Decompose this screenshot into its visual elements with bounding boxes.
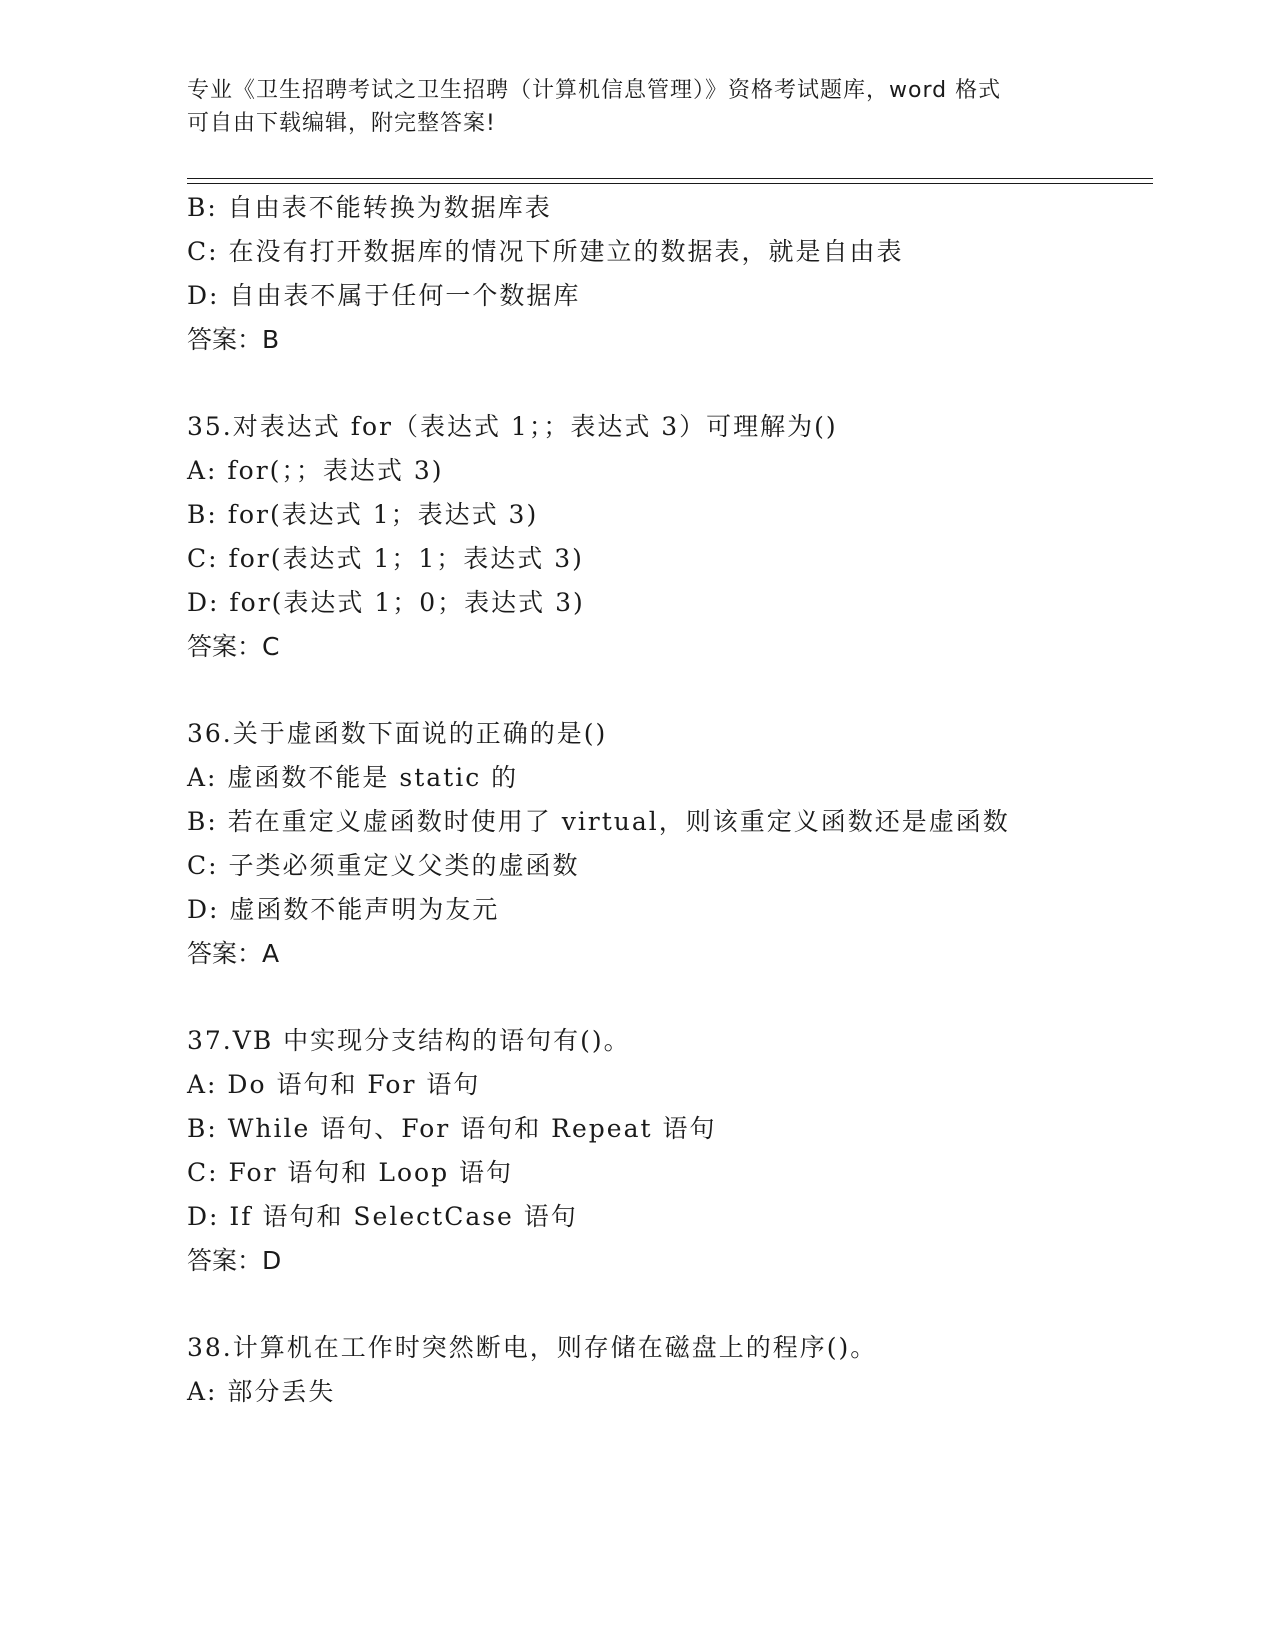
header-rule-bottom xyxy=(187,183,1153,184)
q37-answer: 答案：D xyxy=(187,1246,282,1275)
q36-option-c: C: 子类必须重定义父类的虚函数 xyxy=(187,851,580,880)
q38-question: 38.计算机在工作时突然断电，则存储在磁盘上的程序()。 xyxy=(187,1333,878,1362)
q36-question: 36.关于虚函数下面说的正确的是() xyxy=(187,719,608,748)
q35-option-d: D: for(表达式 1；0；表达式 3) xyxy=(187,588,585,617)
q34-answer: 答案：B xyxy=(187,325,280,354)
q36-option-d: D: 虚函数不能声明为友元 xyxy=(187,895,500,924)
q36-answer: 答案：A xyxy=(187,939,280,968)
q37-option-b: B: While 语句、For 语句和 Repeat 语句 xyxy=(187,1114,717,1143)
document-header xyxy=(187,74,1087,140)
header-line-1: 专业《卫生招聘考试之卫生招聘（计算机信息管理）》资格考试题库，word 格式 xyxy=(187,78,1002,103)
q35-question: 35.对表达式 for（表达式 1；；表达式 3）可理解为() xyxy=(187,412,838,441)
q35-option-c: C: for(表达式 1；1；表达式 3) xyxy=(187,544,584,573)
q34-option-d: D: 自由表不属于任何一个数据库 xyxy=(187,281,581,310)
q37-option-c: C: For 语句和 Loop 语句 xyxy=(187,1158,514,1187)
q35-answer: 答案：C xyxy=(187,632,280,661)
q35-option-a: A: for(；；表达式 3) xyxy=(187,456,444,485)
q34-option-c: C: 在没有打开数据库的情况下所建立的数据表，就是自由表 xyxy=(187,237,904,266)
q36-option-b: B: 若在重定义虚函数时使用了 virtual，则该重定义函数还是虚函数 xyxy=(187,807,1010,836)
q34-option-b: B: 自由表不能转换为数据库表 xyxy=(187,193,552,222)
q36-option-a: A: 虚函数不能是 static 的 xyxy=(187,763,519,792)
q37-option-d: D: If 语句和 SelectCase 语句 xyxy=(187,1202,578,1231)
q37-option-a: A: Do 语句和 For 语句 xyxy=(187,1070,481,1099)
q38-option-a: A: 部分丢失 xyxy=(187,1377,336,1406)
q35-option-b: B: for(表达式 1；表达式 3) xyxy=(187,500,539,529)
q37-question: 37.VB 中实现分支结构的语句有()。 xyxy=(187,1026,631,1055)
header-rule-top xyxy=(187,178,1153,179)
header-line-2: 可自由下载编辑，附完整答案! xyxy=(187,111,496,136)
